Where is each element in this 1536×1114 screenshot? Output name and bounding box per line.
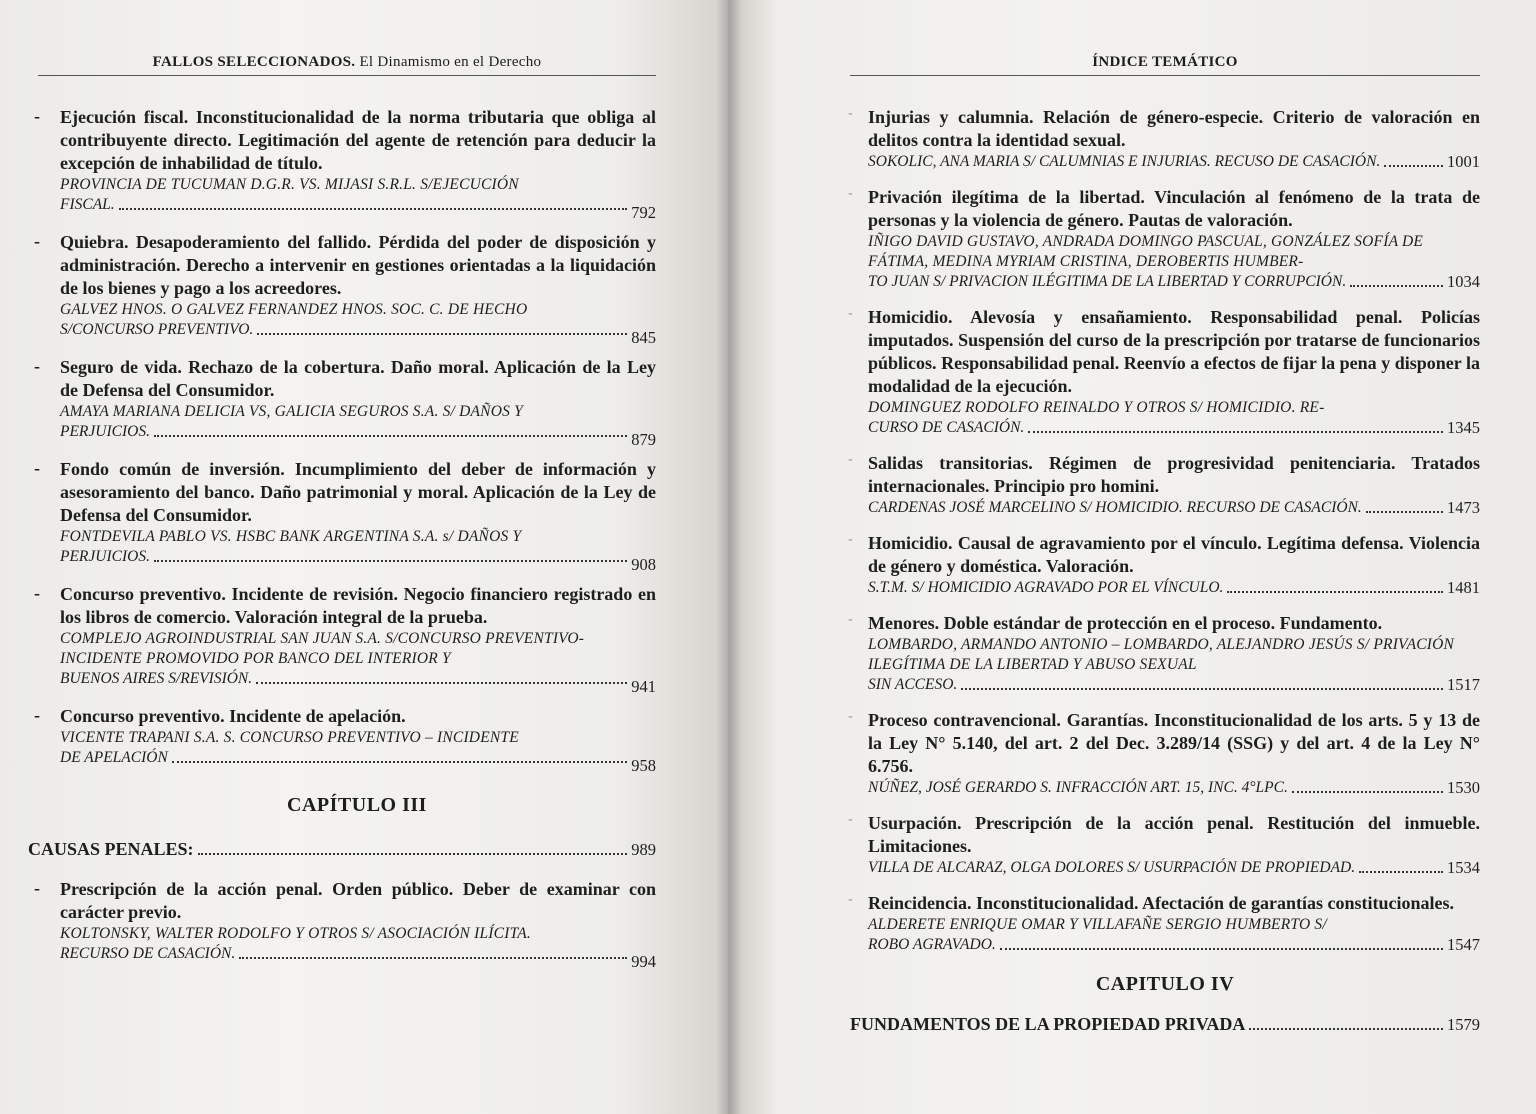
leader-dots — [1249, 1028, 1443, 1030]
entry-page-number: 1034 — [1447, 272, 1480, 291]
entry-case-caption-end: PERJUICIOS. — [60, 548, 150, 565]
entry-bullet: - — [34, 231, 40, 251]
entry-page-number: 1534 — [1447, 858, 1480, 877]
entry-topic: Quiebra. Desapoderamiento del fallido. Pérdida del poder de disposición y administración. Derecho a intervenir en gestiones orientadas a la liquidación de los bienes y pago a los acreedores. — [60, 232, 656, 298]
entry-page-number: 845 — [631, 328, 656, 347]
entry-bullet: - — [34, 878, 40, 898]
section-page-number: 1579 — [1447, 1015, 1480, 1034]
entry-bullet: - — [848, 532, 853, 547]
section-page-number: 989 — [631, 840, 656, 859]
entry-case-caption-end: VILLA DE ALCARAZ, OLGA DOLORES S/ USURPACIÓN DE PROPIEDAD. — [868, 859, 1356, 876]
leader-dots — [172, 761, 627, 763]
right-entries — [850, 106, 1480, 955]
entry-leader-line — [60, 547, 656, 574]
entry-bullet: - — [848, 106, 853, 121]
entry-bullet: - — [848, 709, 853, 724]
entry-topic: Seguro de vida. Rechazo de la cobertura. Daño moral. Aplicación de la Ley de Defensa del Consumidor. — [60, 357, 656, 400]
entry-topic: Proceso contravencional. Garantías. Inconstitucionalidad de los arts. 5 y 13 de la Ley N° 5.140, del art. 2 del Dec. 3.289/14 (SSG) y del art. 4 de la Ley N° 6.756. — [868, 710, 1480, 776]
entry-topic: Fondo común de inversión. Incumplimiento del deber de información y asesoramiento del banco. Daño patrimonial y moral. Aplicación de la Ley de Defensa del Consumidor. — [60, 459, 656, 525]
entry-bullet: - — [848, 612, 853, 627]
entry-case-caption-end: SOKOLIC, ANA MARIA S/ CALUMNIAS E INJURIAS. RECUSO DE CASACIÓN. — [868, 153, 1381, 170]
leader-dots — [154, 560, 627, 562]
entry-case-caption: AMAYA MARIANA DELICIA VS, GALICIA SEGUROS S.A. S/ DAÑOS Y — [60, 403, 523, 420]
entry-case-caption: COMPLEJO AGROINDUSTRIAL SAN JUAN S.A. S/CONCURSO PREVENTIVO- INCIDENTE PROMOVIDO POR BANCO DEL INTERIOR Y — [60, 630, 585, 667]
leader-dots — [154, 435, 627, 437]
entry-leader-line — [60, 944, 656, 971]
entry-case-caption: GALVEZ HNOS. O GALVEZ FERNANDEZ HNOS. SOC. C. DE HECHO — [60, 301, 528, 318]
entry-bullet: - — [848, 892, 853, 907]
index-entry — [850, 612, 1480, 695]
section-title: FUNDAMENTOS DE LA PROPIEDAD PRIVADA — [850, 1014, 1246, 1034]
entry-leader-line — [868, 778, 1480, 798]
index-entry — [28, 705, 656, 775]
entry-leader-line — [60, 748, 656, 775]
entry-case-caption-end: SIN ACCESO. — [868, 676, 958, 693]
right-page — [728, 0, 1536, 1114]
entry-bullet: - — [848, 812, 853, 827]
leader-dots — [1227, 591, 1443, 593]
leader-dots — [1384, 165, 1443, 167]
index-entry — [28, 356, 656, 449]
entry-case-caption-end: PERJUICIOS. — [60, 423, 150, 440]
entry-topic: Concurso preventivo. Incidente de apelación. — [60, 706, 406, 726]
index-entry — [28, 106, 656, 222]
entry-topic: Salidas transitorias. Régimen de progresividad penitenciaria. Tratados internacionales. Principio pro homini. — [868, 453, 1480, 496]
entry-case-caption: ALDERETE ENRIQUE OMAR Y VILLAFAÑE SERGIO HUMBERTO S/ — [868, 916, 1327, 933]
entry-topic: Injurias y calumnia. Relación de género-especie. Criterio de valoración en delitos contra la identidad sexual. — [868, 107, 1480, 150]
left-after-entries — [28, 878, 656, 971]
leader-dots — [198, 853, 628, 855]
entry-page-number: 941 — [631, 677, 656, 696]
entry-case-caption-end: S/CONCURSO PREVENTIVO. — [60, 321, 254, 338]
leader-dots — [119, 208, 628, 210]
entry-leader-line — [60, 669, 656, 696]
entry-topic: Ejecución fiscal. Inconstitucionalidad de la norma tributaria que obliga al contribuyente directo. Legitimación del agente de retención para deducir la excepción de inhabilidad de título. — [60, 107, 656, 173]
entry-page-number: 1481 — [1447, 578, 1480, 597]
entry-case-caption-end: FISCAL. — [60, 196, 115, 213]
entry-case-caption-end: CARDENAS JOSÉ MARCELINO S/ HOMICIDIO. RECURSO DE CASACIÓN. — [868, 499, 1362, 516]
entry-page-number: 1473 — [1447, 498, 1480, 517]
entry-bullet: - — [848, 186, 853, 201]
entry-case-caption-end: DE APELACIÓN — [60, 749, 168, 766]
entry-case-caption-end: NÚÑEZ, JOSÉ GERARDO S. INFRACCIÓN ART. 15, INC. 4°LPC. — [868, 779, 1288, 796]
entry-leader-line — [60, 422, 656, 449]
entry-case-caption-end: TO JUAN S/ PRIVACION ILÉGITIMA DE LA LIBERTAD Y CORRUPCIÓN. — [868, 273, 1347, 290]
entry-case-caption-end: RECURSO DE CASACIÓN. — [60, 945, 236, 962]
chapter-heading-iii: CAPÍTULO III — [287, 794, 427, 816]
index-entry — [850, 452, 1480, 518]
entry-case-caption: FONTDEVILA PABLO VS. HSBC BANK ARGENTINA S.A. s/ DAÑOS Y — [60, 528, 522, 545]
running-head-title: FALLOS SELECCIONADOS. — [152, 54, 356, 70]
index-entry — [28, 458, 656, 574]
index-entry — [850, 812, 1480, 878]
entry-topic: Menores. Doble estándar de protección en el proceso. Fundamento. — [868, 613, 1383, 633]
running-head-left — [38, 54, 656, 76]
entry-leader-line — [868, 272, 1480, 292]
entry-leader-line — [868, 498, 1480, 518]
entry-page-number: 1001 — [1447, 152, 1480, 171]
entry-case-caption-end: S.T.M. S/ HOMICIDIO AGRAVADO POR EL VÍNCULO. — [868, 579, 1224, 596]
entry-leader-line — [868, 935, 1480, 955]
entry-case-caption: IÑIGO DAVID GUSTAVO, ANDRADA DOMINGO PASCUAL, GONZÁLEZ SOFÍA DE FÁTIMA, MEDINA MYRIAM CRISTINA, DEROBERTIS HUMBER- — [868, 233, 1424, 270]
entry-topic: Prescripción de la acción penal. Orden público. Deber de examinar con carácter previo. — [60, 879, 656, 922]
running-head-subtitle: El Dinamismo en el Derecho — [359, 54, 542, 70]
entry-leader-line — [60, 195, 656, 222]
entry-page-number: 1530 — [1447, 778, 1480, 797]
entry-topic: Concurso preventivo. Incidente de revisión. Negocio financiero registrado en los libros de comercio. Valoración integral de la prueba. — [60, 584, 656, 627]
leader-dots — [1028, 431, 1443, 433]
entry-leader-line — [60, 320, 656, 347]
leader-dots — [1000, 948, 1443, 950]
entry-page-number: 1547 — [1447, 935, 1480, 954]
index-entry — [850, 106, 1480, 172]
entry-page-number: 792 — [631, 203, 656, 222]
index-entry — [850, 306, 1480, 438]
index-entry — [850, 186, 1480, 292]
index-entry — [28, 583, 656, 696]
section-heading-causas-penales — [28, 839, 656, 860]
section-heading-propiedad-privada — [850, 1014, 1480, 1035]
entry-bullet: - — [34, 356, 40, 376]
index-entry — [850, 709, 1480, 798]
entry-case-caption-end: CURSO DE CASACIÓN. — [868, 419, 1025, 436]
entry-page-number: 1517 — [1447, 675, 1480, 694]
entry-case-caption-end: BUENOS AIRES S/REVISIÓN. — [60, 670, 253, 687]
entry-case-caption: PROVINCIA DE TUCUMAN D.G.R. VS. MIJASI S.R.L. S/EJECUCIÓN — [60, 176, 519, 193]
entry-bullet: - — [34, 458, 40, 478]
entry-topic: Reincidencia. Inconstitucionalidad. Afectación de garantías constitucionales. — [868, 893, 1455, 913]
entry-bullet: - — [848, 306, 853, 321]
leader-dots — [1366, 511, 1443, 513]
leader-dots — [1359, 871, 1443, 873]
leader-dots — [1350, 285, 1443, 287]
entry-bullet: - — [848, 452, 853, 467]
entry-leader-line — [868, 578, 1480, 598]
entry-topic: Homicidio. Alevosía y ensañamiento. Responsabilidad penal. Policías imputados. Suspensión del curso de la prescripción por tratarse de funcionarios públicos. Responsabilidad penal. Reenvío a efectos de fijar la pena y disponer la modalidad de la ejecución. — [868, 307, 1480, 396]
leader-dots — [239, 957, 627, 959]
entry-leader-line — [868, 858, 1480, 878]
entry-page-number: 879 — [631, 430, 656, 449]
entry-bullet: - — [34, 705, 40, 725]
left-entries — [28, 106, 656, 775]
entry-case-caption: DOMINGUEZ RODOLFO REINALDO Y OTROS S/ HOMICIDIO. RE- — [868, 399, 1325, 416]
index-entry — [28, 231, 656, 347]
entry-bullet: - — [34, 583, 40, 603]
entry-page-number: 908 — [631, 555, 656, 574]
entry-bullet: - — [34, 106, 40, 126]
chapter-heading-iv: CAPITULO IV — [1095, 973, 1235, 995]
entry-page-number: 1345 — [1447, 418, 1480, 437]
section-title: CAUSAS PENALES: — [28, 839, 194, 859]
entry-leader-line — [868, 418, 1480, 438]
entry-topic: Usurpación. Prescripción de la acción penal. Restitución del inmueble. Limitaciones. — [868, 813, 1480, 856]
entry-case-caption-end: ROBO AGRAVADO. — [868, 936, 996, 953]
leader-dots — [1292, 791, 1443, 793]
entry-leader-line — [868, 152, 1480, 172]
leader-dots — [256, 682, 627, 684]
book-gutter-shadow — [716, 0, 742, 1114]
leader-dots — [961, 688, 1443, 690]
leader-dots — [257, 333, 627, 335]
entry-page-number: 958 — [631, 756, 656, 775]
entry-leader-line — [868, 675, 1480, 695]
entry-case-caption: VICENTE TRAPANI S.A. S. CONCURSO PREVENTIVO – INCIDENTE — [60, 729, 519, 746]
entry-case-caption: LOMBARDO, ARMANDO ANTONIO – LOMBARDO, ALEJANDRO JESÚS S/ PRIVACIÓN ILEGÍTIMA DE LA LIBERTAD Y ABUSO SEXUAL — [868, 636, 1455, 673]
index-entry — [28, 878, 656, 971]
left-page — [0, 0, 728, 1114]
index-entry — [850, 532, 1480, 598]
index-entry — [850, 892, 1480, 955]
entry-case-caption: KOLTONSKY, WALTER RODOLFO Y OTROS S/ ASOCIACIÓN ILÍCITA. — [60, 925, 531, 942]
entry-page-number: 994 — [631, 952, 656, 971]
running-head-right: ÍNDICE TEMÁTICO — [850, 54, 1480, 76]
entry-topic: Privación ilegítima de la libertad. Vinculación al fenómeno de la trata de personas y la violencia de género. Pautas de valoración. — [868, 187, 1480, 230]
entry-topic: Homicidio. Causal de agravamiento por el vínculo. Legítima defensa. Violencia de género y doméstica. Valoración. — [868, 533, 1480, 576]
